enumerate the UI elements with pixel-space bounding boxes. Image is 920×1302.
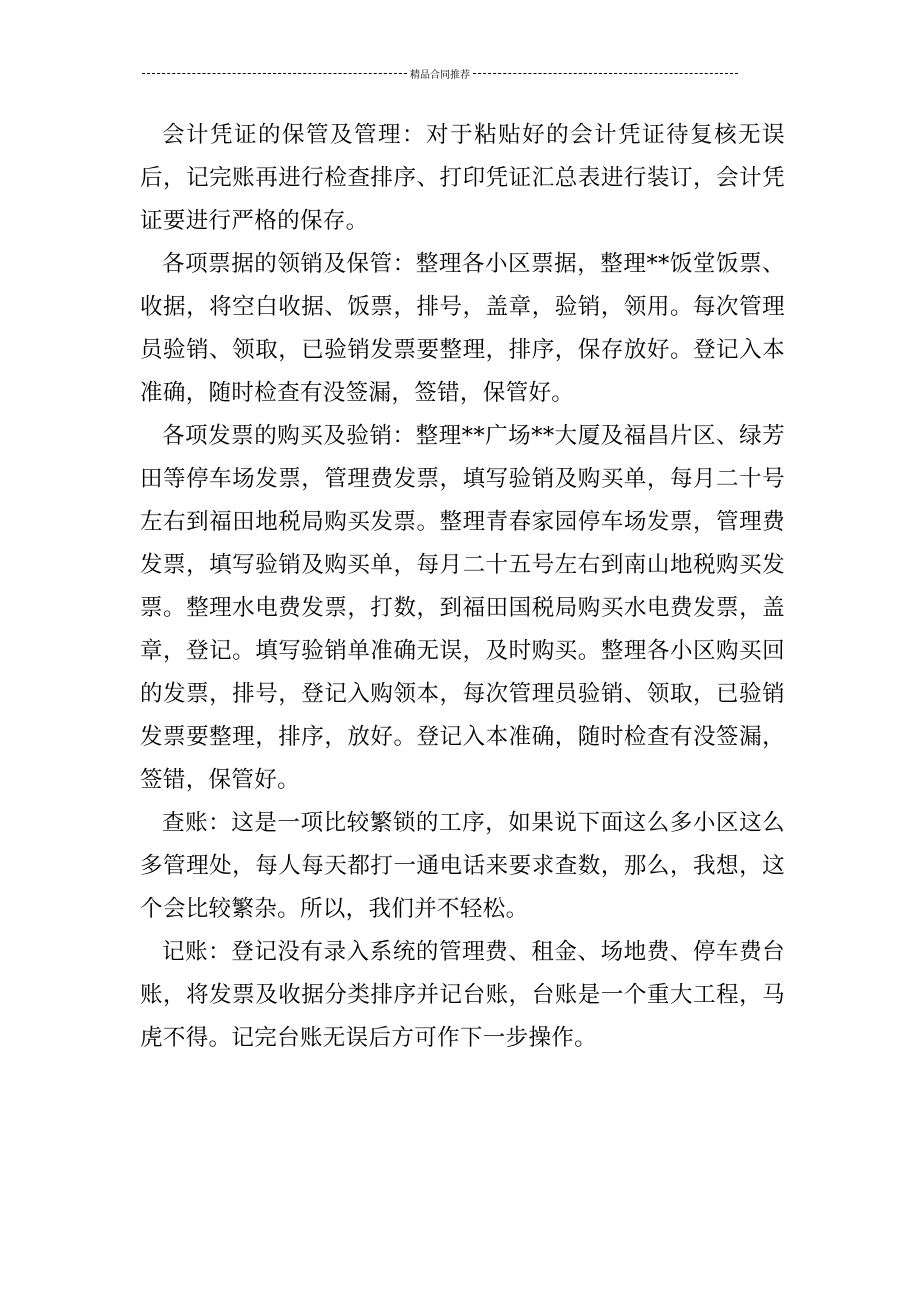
document-body <box>140 114 785 1060</box>
header-dash-left <box>142 73 407 74</box>
paragraph-receipt-management: 各项票据的领销及保管：整理各小区票据，整理**饭堂饭票、收据，将空白收据、饭票，排号，盖章，验销，领用。每次管理员验销、领取，已验销发票要整理，排序，保存放好。登记入本准确，随时检查有没签漏，签错，保管好。 <box>140 251 785 406</box>
paragraph-invoice-purchase: 各项发票的购买及验销：整理**广场**大厦及福昌片区、绿芳田等停车场发票，管理费发票，填写验销及购买单，每月二十号左右到福田地税局购买发票。整理青春家园停车场发票，管理费发票，填写验销及购买单，每月二十五号左右到南山地税购买发票。整理水电费发票，打数，到福田国税局购买水电费发票，盖章，登记。填写验销单准确无误，及时购买。整理各小区购买回的发票，排号，登记入购领本，每次管理员验销、领取，已验销发票要整理，排序，放好。登记入本准确，随时检查有没签漏，签错，保管好。 <box>140 423 785 793</box>
header-label: 精品合同推荐 <box>410 69 470 81</box>
paragraph-account-check: 查账：这是一项比较繁锁的工序，如果说下面这么多小区这么多管理处，每人每天都打一通电话来要求查数，那么，我想，这个会比较繁杂。所以，我们并不轻松。 <box>140 810 785 922</box>
page-header <box>140 66 740 80</box>
header-dash-right <box>473 73 738 74</box>
paragraph-voucher-management: 会计凭证的保管及管理：对于粘贴好的会计凭证待复核无误后，记完账再进行检查排序、打印凭证汇总表进行装订，会计凭证要进行严格的保存。 <box>140 122 785 234</box>
paragraph-bookkeeping: 记账：登记没有录入系统的管理费、租金、场地费、停车费台账，将发票及收据分类排序并记台账，台账是一个重大工程，马虎不得。记完台账无误后方可作下一步操作。 <box>140 939 785 1051</box>
